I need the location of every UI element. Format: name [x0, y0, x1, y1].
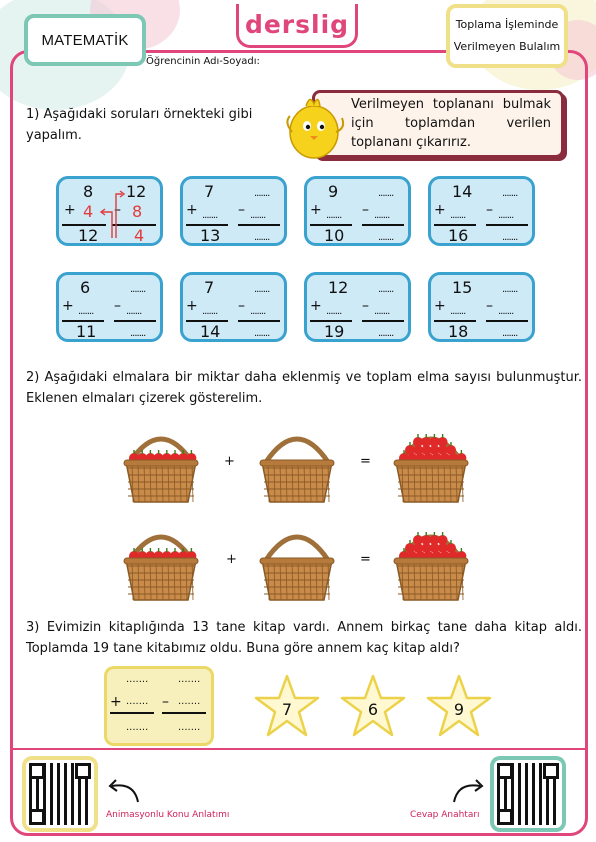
answer-option-value: 6	[367, 700, 379, 719]
example-sum-top: 12	[126, 182, 147, 201]
card-answer-blank[interactable]: .......	[202, 210, 218, 221]
card-minus-sign: –	[114, 298, 121, 314]
card-plus-sign: +	[310, 298, 322, 314]
exercise-card	[428, 176, 535, 246]
answer-dots-bottom-right: .......	[178, 722, 201, 733]
plus-operator: +	[224, 454, 235, 469]
card-subtrahend-blank[interactable]: .......	[374, 306, 390, 317]
curved-arrow-left-icon	[104, 776, 144, 806]
card-line-right	[486, 224, 528, 226]
card-sum: 10	[324, 226, 345, 245]
card-answer-blank[interactable]: .......	[326, 210, 342, 221]
card-result-blank[interactable]: .......	[254, 232, 270, 243]
answer-dots-top-right: .......	[178, 674, 201, 685]
card-minus-sign: –	[238, 298, 245, 314]
subject-label: MATEMATİK	[41, 31, 129, 49]
answer-option-value: 9	[453, 700, 465, 719]
card-line-right	[362, 320, 404, 322]
card-plus-sign: +	[62, 298, 74, 314]
info-bubble	[312, 90, 564, 158]
qr-finder-icon	[497, 763, 513, 779]
card-addend: 14	[452, 182, 473, 201]
card-addend: 12	[328, 278, 349, 297]
equals-operator: =	[360, 454, 371, 469]
card-result-blank[interactable]: .......	[254, 328, 270, 339]
student-name-label: Öğrencinin Adı-Soyadı:	[146, 56, 260, 67]
chick-mascot-icon	[284, 92, 346, 160]
answer-dots-mid-left: .......	[126, 696, 149, 707]
brand-text: derslig	[244, 10, 350, 39]
answer-option-star[interactable]	[254, 674, 320, 738]
card-addend: 9	[328, 182, 339, 201]
footer-left-label[interactable]: Animasyonlu Konu Anlatımı	[106, 810, 230, 820]
qr-pattern-left	[29, 763, 91, 825]
full-apple-basket	[390, 422, 472, 506]
card-result-blank[interactable]: .......	[502, 232, 518, 243]
equals-operator: =	[360, 552, 371, 567]
example-addend-b: 4	[83, 202, 94, 221]
card-addend: 6	[80, 278, 91, 297]
exercise-card	[180, 176, 287, 246]
card-subtrahend-blank[interactable]: .......	[250, 306, 266, 317]
exercise-card	[428, 272, 535, 342]
card-line-right	[114, 320, 156, 322]
topic-line-2: Verilmeyen Bulalım	[453, 40, 561, 53]
example-result: 4	[134, 226, 145, 245]
card-minus-sign: –	[362, 298, 369, 314]
apple-basket	[120, 422, 202, 506]
exercise-card	[180, 272, 287, 342]
example-card	[56, 176, 163, 246]
card-addend: 7	[204, 278, 215, 297]
info-text: Verilmeyen toplananı bulmak için toplamdan verilen toplananı çıkarırız.	[351, 97, 551, 150]
empty-basket[interactable]	[256, 422, 338, 506]
card-sum-blank[interactable]: .......	[254, 284, 270, 295]
card-minus-sign: –	[362, 202, 369, 218]
card-answer-blank[interactable]: .......	[78, 306, 94, 317]
card-answer-blank[interactable]: .......	[450, 210, 466, 221]
example-minus-b: 8	[132, 202, 143, 221]
full-apple-basket	[390, 520, 472, 604]
answer-dots-mid-right: .......	[178, 696, 201, 707]
card-subtrahend-blank[interactable]: .......	[250, 210, 266, 221]
card-sum-blank[interactable]: .......	[130, 284, 146, 295]
example-arrows-icon	[92, 186, 126, 242]
card-sum: 18	[448, 322, 469, 341]
answer-box	[104, 666, 214, 746]
card-plus-sign: +	[186, 202, 198, 218]
card-sum-blank[interactable]: .......	[254, 188, 270, 199]
card-plus-sign: +	[434, 202, 446, 218]
answer-minus-sign: –	[162, 694, 169, 710]
subject-box	[24, 14, 146, 66]
exercise-card	[304, 176, 411, 246]
exercise-card	[304, 272, 411, 342]
example-sum: 12	[78, 226, 99, 245]
answer-plus-sign: +	[110, 694, 122, 710]
card-subtrahend-blank[interactable]: .......	[374, 210, 390, 221]
card-answer-blank[interactable]: .......	[202, 306, 218, 317]
example-plus-sign: +	[64, 202, 76, 218]
card-subtrahend-blank[interactable]: .......	[498, 210, 514, 221]
topic-box	[446, 4, 568, 68]
card-minus-sign: –	[238, 202, 245, 218]
card-sum-blank[interactable]: .......	[378, 188, 394, 199]
card-plus-sign: +	[310, 202, 322, 218]
card-minus-sign: –	[486, 298, 493, 314]
brand-logo	[236, 4, 358, 48]
card-minus-sign: –	[486, 202, 493, 218]
topic-line-1: Toplama İşleminde	[455, 18, 559, 31]
qr-finder-icon	[497, 809, 513, 825]
answer-dots-bottom-left: .......	[126, 722, 149, 733]
card-line-right	[238, 224, 280, 226]
example-addend-a: 8	[83, 182, 94, 201]
card-subtrahend-blank[interactable]: .......	[498, 306, 514, 317]
card-addend: 7	[204, 182, 215, 201]
question-3-text: 3) Evimizin kitaplığında 13 tane kitap vardı. Annem birkaç tane daha kitap aldı. Toplamda 19 tane kitabımız oldu. Buna göre annem kaç kitap aldı?	[26, 620, 582, 656]
card-result-blank[interactable]: .......	[378, 232, 394, 243]
apple-basket	[120, 520, 202, 604]
card-line-right	[486, 320, 528, 322]
card-sum: 19	[324, 322, 345, 341]
card-result-blank[interactable]: .......	[378, 328, 394, 339]
card-answer-blank[interactable]: .......	[450, 306, 466, 317]
question-1-text: 1) Aşağıdaki soruları örnekteki gibi yapalım.	[26, 107, 253, 143]
card-addend: 15	[452, 278, 473, 297]
card-plus-sign: +	[434, 298, 446, 314]
card-sum: 16	[448, 226, 469, 245]
answer-line-left	[110, 712, 154, 714]
card-line-right	[362, 224, 404, 226]
footer-right-label[interactable]: Cevap Anahtarı	[410, 810, 480, 820]
answer-option-star[interactable]	[426, 674, 492, 738]
exercise-card	[56, 272, 163, 342]
card-sum-blank[interactable]: .......	[502, 284, 518, 295]
footer-divider	[12, 748, 586, 750]
qr-code-left[interactable]	[22, 756, 98, 832]
card-plus-sign: +	[186, 298, 198, 314]
qr-finder-icon	[75, 763, 91, 779]
example-minus-sign: –	[114, 202, 121, 218]
qr-code-right[interactable]	[490, 756, 566, 832]
card-result-blank[interactable]: .......	[130, 328, 146, 339]
curved-arrow-right-icon	[448, 776, 488, 806]
card-line-right	[238, 320, 280, 322]
qr-finder-icon	[543, 763, 559, 779]
answer-dots-top-left: .......	[126, 674, 149, 685]
qr-finder-icon	[29, 809, 45, 825]
card-sum-blank[interactable]: .......	[502, 188, 518, 199]
plus-operator: +	[226, 552, 237, 567]
question-2-text: 2) Aşağıdaki elmalara bir miktar daha eklenmiş ve toplam elma sayısı bulunmuştur. Eklenen elmaları çizerek gösterelim.	[26, 370, 582, 406]
answer-line-right	[162, 712, 206, 714]
card-sum: 14	[200, 322, 221, 341]
card-sum-blank[interactable]: .......	[378, 284, 394, 295]
card-subtrahend-blank[interactable]: .......	[126, 306, 142, 317]
card-result-blank[interactable]: .......	[502, 328, 518, 339]
card-sum: 13	[200, 226, 221, 245]
card-answer-blank[interactable]: .......	[326, 306, 342, 317]
empty-basket[interactable]	[256, 520, 338, 604]
answer-option-value: 7	[281, 700, 293, 719]
card-sum: 11	[76, 322, 97, 341]
qr-pattern-right	[497, 763, 559, 825]
answer-option-star[interactable]	[340, 674, 406, 738]
qr-finder-icon	[29, 763, 45, 779]
